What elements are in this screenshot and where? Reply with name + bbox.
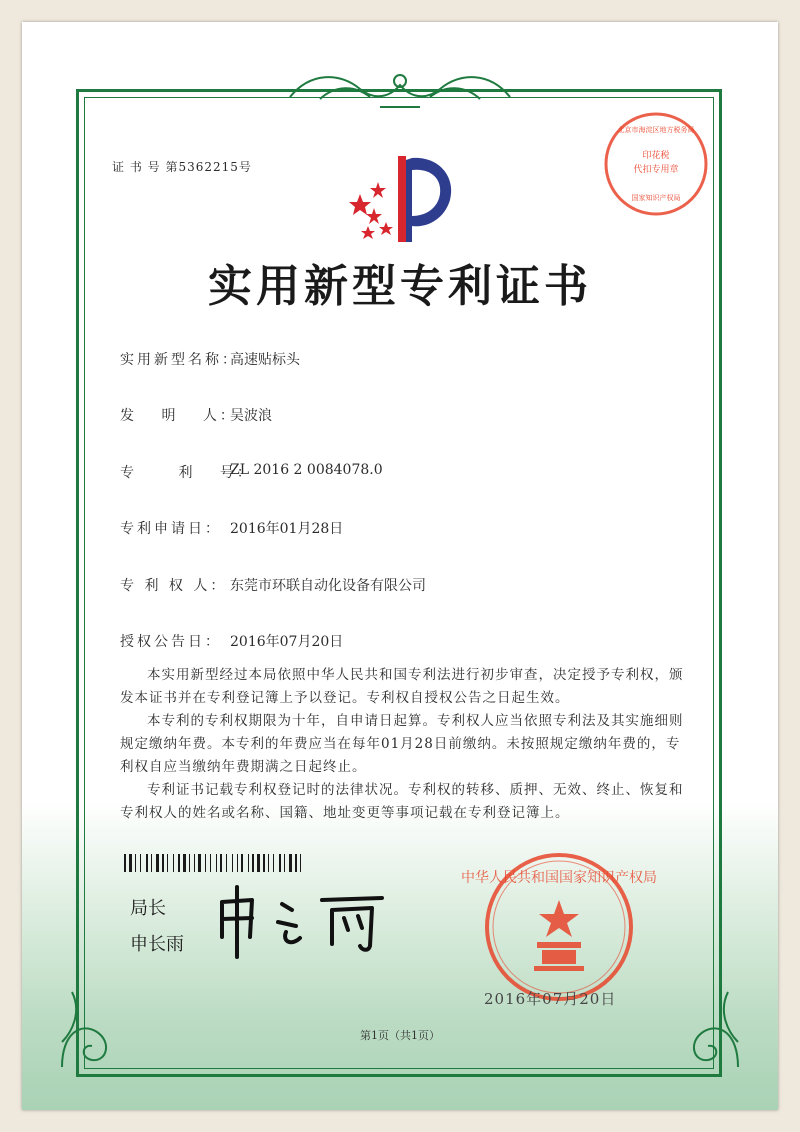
field-label-inventor: 发 明 人： [120, 408, 237, 424]
svg-text:代扣专用章: 代扣专用章 [633, 165, 679, 175]
barcode-bar [189, 854, 190, 872]
barcode-bar [223, 854, 225, 872]
barcode-bar [175, 854, 177, 872]
svg-text:北京市海淀区地方税务局: 北京市海淀区地方税务局 [617, 126, 695, 134]
barcode-bar [129, 854, 132, 872]
field-label-patentee: 专 利 权 人： [120, 578, 228, 594]
field-value-inventor: 吴波浪 [230, 408, 272, 424]
field-value-application-date: 2016年01月28日 [230, 521, 344, 537]
paragraph-1: 本实用新型经过本局依照中华人民共和国专利法进行初步审查，决定授予专利权，颁发本证书并在专利登记簿上予以登记。专利权自授权公告之日起生效。 [120, 667, 684, 706]
barcode-bar [270, 854, 272, 872]
barcode-bar [228, 854, 231, 872]
field-value-patent-number: ZL 2016 2 0084078.0 [230, 462, 383, 478]
barcode-bar [207, 854, 209, 872]
barcode-bar [255, 854, 256, 872]
paragraph-2: 本专利的专利权期限为十年，自申请日起算。专利权人应当依照专利法及其实施细则规定缴纳年费。本专利的年费应当在每年01月28日前缴纳。未按照规定缴纳年费的，专利权自应当缴纳年费期满之日起终止。 [120, 713, 684, 775]
barcode-bar [263, 854, 265, 872]
barcode-bar [165, 854, 166, 872]
top-ornament-icon [280, 67, 520, 111]
corner-ornament-left-icon [52, 972, 122, 1072]
field-value-grant-date: 2016年07月20日 [230, 634, 344, 650]
paragraph-3: 专利证书记载专利权登记时的法律状况。专利权的转移、质押、无效、终止、恢复和专利权人的姓名或名称、国籍、地址变更等事项记载在专利登记簿上。 [120, 782, 684, 821]
barcode-bar [293, 854, 294, 872]
page-number: 第1页（共1页） [360, 1029, 440, 1042]
barcode-bar [156, 854, 159, 872]
barcode-bar [181, 854, 182, 872]
signing-date: 2016年07月20日 [484, 990, 617, 1008]
barcode-bar [220, 854, 222, 872]
barcode-bar [218, 854, 219, 872]
barcode-bar [140, 854, 141, 872]
barcode-bar [151, 854, 152, 872]
barcode-bar [178, 854, 180, 872]
barcode-bar [146, 854, 148, 872]
corner-ornament-right-icon [678, 972, 748, 1072]
barcode-bar [162, 854, 164, 872]
body-text [120, 664, 690, 825]
barcode-bar [194, 854, 195, 872]
barcode-bar [127, 854, 128, 872]
chief-title: 局长 [130, 898, 166, 919]
barcode-bar [239, 854, 240, 872]
barcode-bar [191, 854, 193, 872]
barcode-bar [135, 854, 136, 872]
barcode-bar [257, 854, 260, 872]
patent-office-logo-icon [340, 138, 460, 248]
barcode-bar [279, 854, 281, 872]
handwritten-signature [212, 882, 392, 962]
barcode-bar [289, 854, 292, 872]
svg-text:印花税: 印花税 [642, 151, 670, 161]
field-label-patent-number: 专 利 号： [120, 465, 254, 481]
barcode-bar [142, 854, 145, 872]
barcode-bar [273, 854, 274, 872]
barcode-bar [183, 854, 186, 872]
barcode-bar [248, 854, 249, 872]
svg-text:国家知识产权局: 国家知识产权局 [631, 194, 681, 202]
barcode-bar [298, 854, 299, 872]
barcode-bar [268, 854, 269, 872]
barcode-bar [244, 854, 247, 872]
barcode-bar [137, 854, 139, 872]
barcode-bar [250, 854, 251, 872]
barcode-bar [210, 854, 211, 872]
chief-name: 申长雨 [130, 934, 184, 955]
barcode-bar [160, 854, 161, 872]
barcode-bar [149, 854, 150, 872]
barcode-bar [275, 854, 278, 872]
barcode-bar [216, 854, 217, 872]
certificate-number: 证 书 号 第5362215号 [112, 160, 252, 174]
barcode-bar [241, 854, 243, 872]
official-seal-icon [461, 850, 657, 1004]
tax-seal-icon [600, 108, 712, 220]
barcode-bar [261, 854, 262, 872]
barcode-bar [295, 854, 297, 872]
barcode-bar [198, 854, 201, 872]
barcode-bar [237, 854, 238, 872]
barcode-bar [284, 854, 285, 872]
barcode-bar [187, 854, 188, 872]
seal-text: 中华人民共和国国家知识产权局 [461, 870, 657, 886]
barcode-bar [202, 854, 204, 872]
barcode [124, 854, 338, 872]
barcode-bar [286, 854, 288, 872]
field-value-name: 高速贴标头 [230, 352, 300, 368]
certificate-page [22, 22, 778, 1110]
field-label-grant-date: 授权公告日： [120, 634, 222, 650]
barcode-bar [266, 854, 267, 872]
field-value-patentee: 东莞市环联自动化设备有限公司 [230, 578, 426, 594]
barcode-bar [212, 854, 215, 872]
barcode-bar [167, 854, 168, 872]
barcode-bar [252, 854, 254, 872]
barcode-bar [173, 854, 174, 872]
barcode-bar [205, 854, 206, 872]
barcode-bar [232, 854, 233, 872]
barcode-bar [133, 854, 134, 872]
barcode-bar [300, 854, 301, 872]
barcode-bar [153, 854, 155, 872]
barcode-bar [124, 854, 126, 872]
barcode-bar [196, 854, 197, 872]
barcode-bar [169, 854, 172, 872]
barcode-bar [282, 854, 283, 872]
certificate-title: 实用新型专利证书 [208, 261, 592, 312]
barcode-bar [302, 854, 304, 872]
barcode-bar [234, 854, 236, 872]
field-label-name: 实用新型名称： [120, 352, 239, 368]
field-label-application-date: 专利申请日： [120, 521, 222, 537]
barcode-bar [226, 854, 227, 872]
